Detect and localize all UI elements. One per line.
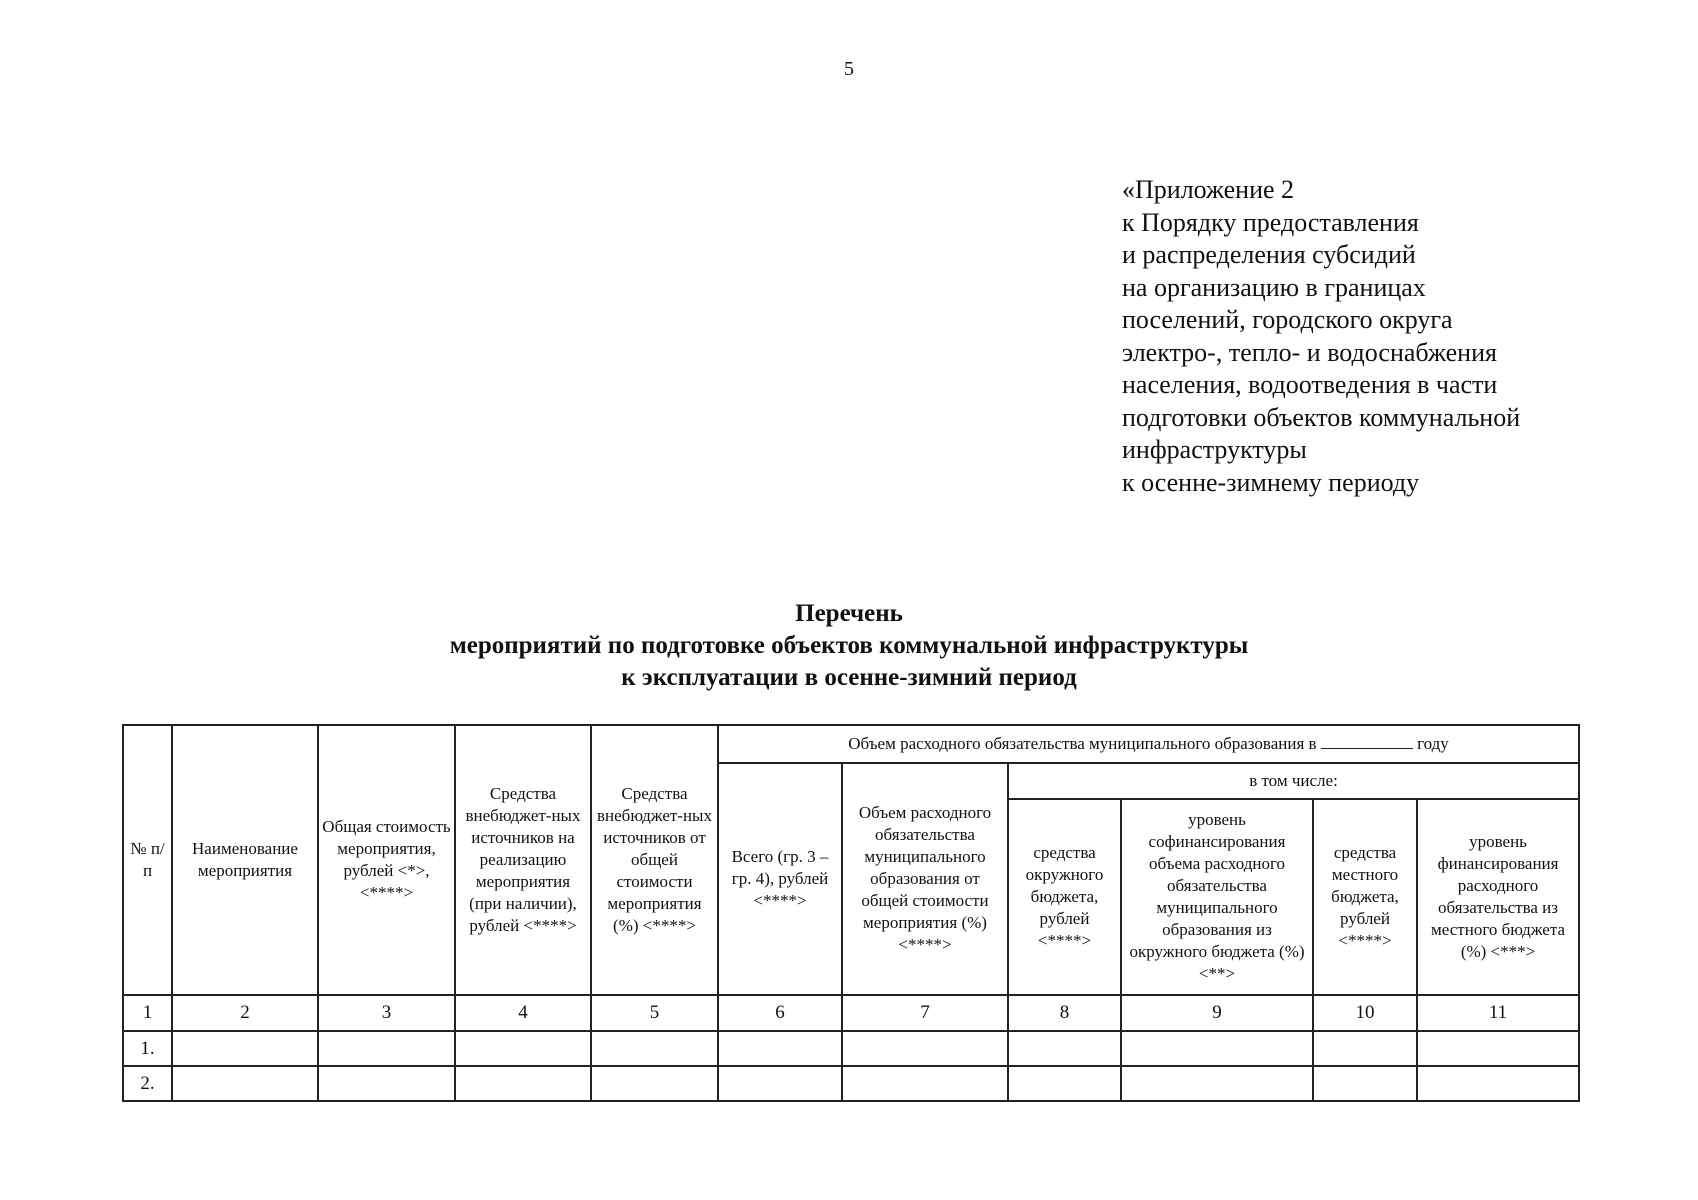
table-cell — [172, 1066, 318, 1101]
header-group-obligation — [718, 725, 1579, 763]
appendix-line: инфраструктуры — [1122, 435, 1307, 464]
appendix-line: электро-, тепло- и водоснабжения — [1122, 337, 1497, 367]
column-number: 3 — [318, 995, 455, 1031]
appendix-line: поселений, городского округа — [1122, 305, 1453, 334]
header-col-7: Объем расходного обязательства муниципального образования от общей стоимости мероприятия (%) <****> — [842, 763, 1008, 995]
table-cell — [318, 1066, 455, 1101]
table-cell — [1417, 1066, 1579, 1101]
column-number: 8 — [1008, 995, 1121, 1031]
appendix-line: к Порядку предоставления — [1122, 207, 1419, 237]
column-number: 6 — [718, 995, 842, 1031]
header-subgroup: в том числе: — [1008, 763, 1579, 799]
row-number: 1. — [123, 1031, 172, 1066]
appendix-line: населения, водоотведения в части — [1122, 370, 1498, 399]
appendix-line: подготовки объектов коммунальной — [1122, 402, 1521, 432]
header-col-5: Средства внебюджет-ных источников от общей стоимости мероприятия (%) <****> — [591, 725, 718, 995]
title-line: мероприятий по подготовке объектов коммунальной инфраструктуры — [449, 632, 1249, 659]
table-cell — [1313, 1031, 1417, 1066]
header-col-2: Наименование мероприятия — [172, 725, 318, 995]
table-cell — [718, 1066, 842, 1101]
table-cell — [842, 1031, 1008, 1066]
table-row — [123, 1031, 1579, 1066]
header-col-8: средства окружного бюджета, рублей <****> — [1008, 799, 1121, 995]
header-col-6: Всего (гр. 3 – гр. 4), рублей <****> — [718, 763, 842, 995]
appendix-line: на организацию в границах — [1122, 272, 1426, 302]
table-cell — [172, 1031, 318, 1066]
document-title — [0, 598, 1698, 694]
title-line: Перечень — [795, 600, 903, 627]
row-number: 2. — [123, 1066, 172, 1101]
header-col-1: № п/п — [123, 725, 172, 995]
table-cell — [842, 1066, 1008, 1101]
table-cell — [1121, 1066, 1313, 1101]
group-suffix: году — [1417, 734, 1449, 753]
table-cell — [1313, 1066, 1417, 1101]
header-col-10: средства местного бюджета, рублей <****> — [1313, 799, 1417, 995]
table-cell — [1417, 1031, 1579, 1066]
column-number: 4 — [455, 995, 591, 1031]
title-line: к эксплуатации в осенне-зимний период — [621, 664, 1077, 691]
group-prefix: Объем расходного обязательства муниципального образования в — [848, 734, 1317, 753]
column-number: 11 — [1417, 995, 1579, 1031]
table-cell — [318, 1031, 455, 1066]
appendix-line: к осенне-зимнему периоду — [1122, 467, 1420, 497]
column-number: 9 — [1121, 995, 1313, 1031]
header-col-9: уровень софинансирования объема расходного обязательства муниципального образования из окружного бюджета (%) <**> — [1121, 799, 1313, 995]
table-cell — [591, 1066, 718, 1101]
header-col-11: уровень финансирования расходного обязательства из местного бюджета (%) <***> — [1417, 799, 1579, 995]
appendix-line: и распределения субсидий — [1122, 240, 1416, 269]
table-row — [123, 1066, 1579, 1101]
table-cell — [1008, 1066, 1121, 1101]
table-cell — [455, 1066, 591, 1101]
table-cell — [718, 1031, 842, 1066]
column-number: 5 — [591, 995, 718, 1031]
column-number: 2 — [172, 995, 318, 1031]
appendix-line: «Приложение 2 — [1122, 175, 1295, 204]
appendix-note — [1122, 174, 1520, 499]
year-blank-line — [1321, 733, 1413, 749]
column-number: 1 — [123, 995, 172, 1031]
table-cell — [1008, 1031, 1121, 1066]
header-col-4: Средства внебюджет-ных источников на реализацию мероприятия (при наличии), рублей <****> — [455, 725, 591, 995]
page-number: 5 — [844, 58, 854, 80]
column-number-row — [123, 995, 1579, 1031]
column-number: 7 — [842, 995, 1008, 1031]
measures-table — [122, 724, 1580, 1102]
table-cell — [455, 1031, 591, 1066]
table-cell — [591, 1031, 718, 1066]
header-col-3: Общая стоимость мероприятия, рублей <*>, <****> — [318, 725, 455, 995]
table-cell — [1121, 1031, 1313, 1066]
column-number: 10 — [1313, 995, 1417, 1031]
